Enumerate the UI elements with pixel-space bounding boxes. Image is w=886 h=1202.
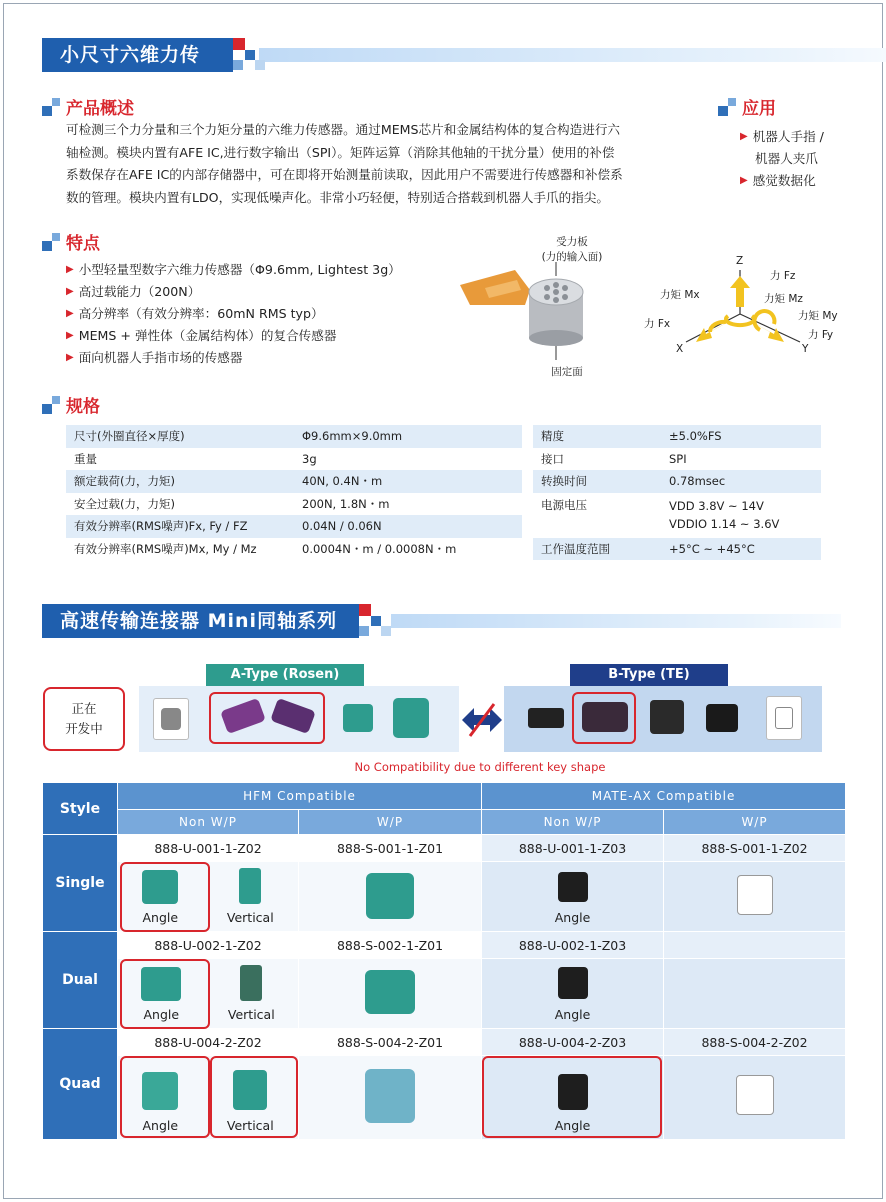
axes-diagram [640, 252, 850, 364]
heading-square-icon [718, 98, 736, 116]
part-number: 888-U-001-1-Z02 [118, 835, 299, 862]
highlight-box [482, 1056, 662, 1138]
mz-label: 力矩 Mz [764, 293, 803, 305]
overview-line: 可检测三个力分量和三个力矩分量的六维力传感器。通过MEMS芯片和金属结构体的复合构造进行六 [66, 122, 621, 137]
banner-fade [259, 48, 886, 62]
part-number: 888-U-002-1-Z03 [482, 932, 664, 959]
part-number: 888-S-002-1-Z01 [299, 932, 482, 959]
highlight-box [210, 1056, 298, 1138]
overview-heading-text: 产品概述 [66, 99, 134, 119]
input-surface-label: 受力板 (力的输入面) [541, 236, 603, 263]
bullet-triangle-icon: ▶ [66, 286, 74, 297]
highlight-box [120, 1056, 210, 1138]
subheader: Non W/P [482, 810, 664, 835]
connector-angle: Angle [142, 870, 178, 925]
connector-vertical: Vertical [227, 868, 274, 925]
connector-table [42, 782, 846, 1140]
application-item: 机器人手指 / [752, 129, 824, 144]
a-type-jack-icon [393, 698, 429, 738]
feature-item: 高分辨率（有效分辨率：60mN RMS typ） [78, 306, 324, 321]
connector-wp-icon [737, 875, 773, 915]
connector-angle: Angle [555, 967, 591, 1022]
banner-deco [359, 604, 393, 638]
fy-label: 力 Fy [808, 329, 834, 341]
fz-label: 力 Fz [770, 270, 796, 282]
subheader: W/P [299, 810, 482, 835]
spec-row: 转换时间 0.78msec [533, 470, 821, 493]
connector-wp-icon [736, 1075, 774, 1115]
connector-wp-icon [365, 1069, 415, 1123]
compatibility-note: No Compatibility due to different key shape [354, 760, 606, 774]
a-type-jack-icon [343, 704, 373, 732]
part-number: 888-S-004-2-Z02 [664, 1029, 846, 1056]
incompatible-arrows-icon [460, 700, 504, 740]
spec-row: 电源电压 VDD 3.8V ~ 14V VDDIO 1.14 ~ 3.6V [541, 497, 780, 531]
section-banner-sensor [42, 38, 886, 100]
banner-fade [391, 614, 841, 628]
spec-table-right [533, 425, 821, 560]
overview-line: 数的管理。模块内置有LDO，实现低噪声化。非常小巧轻便，特别适合搭载到机器人手爪的指尖。 [66, 189, 609, 205]
part-number: 888-S-004-2-Z01 [299, 1029, 482, 1056]
subheader: Non W/P [118, 810, 299, 835]
connector-vertical: Vertical [228, 965, 275, 1022]
specs-heading [42, 392, 100, 417]
feature-item: 面向机器人手指市场的传感器 [78, 350, 243, 365]
application-heading [718, 94, 776, 119]
specs-heading-text: 规格 [66, 397, 100, 417]
b-type-housing-icon [766, 696, 802, 740]
application-item: 感觉数据化 [752, 173, 816, 188]
b-type-plug-icon [582, 702, 628, 732]
bullet-triangle-icon: ▶ [66, 352, 74, 363]
spec-row: 尺寸(外圈直径×厚度) Φ9.6mm×9.0mm [66, 425, 522, 448]
connector-vertical: Vertical [227, 1070, 274, 1133]
bullet-triangle-icon: ▶ [66, 330, 74, 341]
in-development-badge: 正在 开发中 [43, 687, 125, 751]
axis-y-label: Y [802, 343, 809, 355]
b-type-panel [504, 686, 822, 752]
axis-x-label: X [676, 343, 684, 355]
bullet-triangle-icon: ▶ [740, 131, 748, 142]
highlight-box [120, 959, 210, 1029]
application-item: 机器人夹爪 [755, 151, 818, 166]
overview-heading [42, 94, 134, 119]
axis-z-label: Z [736, 255, 744, 267]
spec-row: 有效分辨率(RMS噪声)Mx, My / Mz 0.0004N・m / 0.0008N・m [74, 541, 457, 556]
heading-square-icon [42, 98, 60, 116]
overview-text [66, 119, 686, 209]
application-list [740, 126, 824, 192]
section-banner-connector [42, 604, 841, 638]
a-type-panel [139, 686, 459, 752]
connector-angle: Angle [141, 967, 181, 1022]
b-type-label: B-Type (TE) [570, 664, 728, 686]
feature-item: MEMS + 弹性体（金属结构体）的复合传感器 [78, 328, 337, 343]
row-label-single: Single [43, 835, 118, 932]
row-label-dual: Dual [43, 932, 118, 1029]
b-type-jack-icon [650, 700, 684, 734]
group-header-mateax: MATE-AX Compatible [482, 783, 846, 810]
spec-row: 有效分辨率(RMS噪声)Fx, Fy / FZ 0.04N / 0.06N [66, 515, 522, 538]
b-type-plug-icon [528, 708, 564, 728]
b-type-jack-icon [706, 704, 738, 732]
feature-item: 小型轻量型数字六维力传感器（Φ9.6mm, Lightest 3g） [78, 262, 401, 277]
spec-row: 重量 3g [74, 451, 317, 466]
connector-angle: Angle [555, 1074, 591, 1133]
features-heading-text: 特点 [66, 234, 100, 254]
highlight-box [120, 862, 210, 932]
connector-angle: Angle [142, 1072, 178, 1133]
my-label: 力矩 My [798, 310, 838, 322]
row-label-quad: Quad [43, 1029, 118, 1140]
overview-line: 系数保存在AFE IC的内部存储器中，可在即将开始测量前读取，因此用户不需要进行传感器和补偿系 [66, 167, 623, 182]
heading-square-icon [42, 396, 60, 414]
part-number: 888-S-001-1-Z02 [664, 835, 846, 862]
bullet-triangle-icon: ▶ [66, 308, 74, 319]
sensor-diagram [455, 230, 625, 380]
bullet-triangle-icon: ▶ [740, 175, 748, 186]
overview-line: 轴检测。模块内置有AFE IC,进行数字输出（SPI）。矩阵运算（消除其他轴的干扰分量）使用的补偿 [66, 144, 615, 160]
style-header: Style [43, 783, 118, 835]
spec-row: 安全过载(力，力矩) 200N, 1.8N・m [74, 496, 390, 511]
group-header-hfm: HFM Compatible [118, 783, 482, 810]
application-heading-text: 应用 [742, 99, 776, 119]
bullet-triangle-icon: ▶ [66, 264, 74, 275]
connector-wp-icon [365, 970, 415, 1014]
heading-square-icon [42, 233, 60, 251]
spec-row: 工作温度范围 +5°C ~ +45°C [533, 538, 821, 561]
features-heading [42, 229, 100, 254]
a-type-label: A-Type (Rosen) [206, 664, 364, 686]
part-number: 888-U-004-2-Z02 [118, 1029, 299, 1056]
spec-row: 接口 SPI [541, 451, 687, 466]
sensor-image [455, 230, 625, 380]
connector-angle: Angle [555, 872, 591, 925]
spec-row: 精度 ±5.0%FS [533, 425, 821, 448]
spec-table-left [66, 425, 522, 560]
features-list [66, 259, 401, 369]
banner-title: 小尺寸六维力传感器 [42, 38, 233, 72]
subheader: W/P [664, 810, 846, 835]
feature-item: 高过载能力（200N） [78, 284, 201, 299]
banner-title: 高速传输连接器 Mini同轴系列 [42, 604, 359, 638]
part-number: 888-S-001-1-Z01 [299, 835, 482, 862]
a-type-housing-icon [153, 698, 189, 740]
banner-deco [233, 38, 261, 72]
spec-row: 额定载荷(力，力矩) 40N, 0.4N・m [66, 470, 522, 493]
fixed-surface-label: 固定面 [551, 366, 583, 378]
part-number [664, 932, 846, 959]
part-number: 888-U-001-1-Z03 [482, 835, 664, 862]
fx-label: 力 Fx [644, 318, 671, 330]
connector-wp-icon [366, 873, 414, 919]
part-number: 888-U-002-1-Z02 [118, 932, 299, 959]
mx-label: 力矩 Mx [660, 289, 700, 301]
part-number: 888-U-004-2-Z03 [482, 1029, 664, 1056]
